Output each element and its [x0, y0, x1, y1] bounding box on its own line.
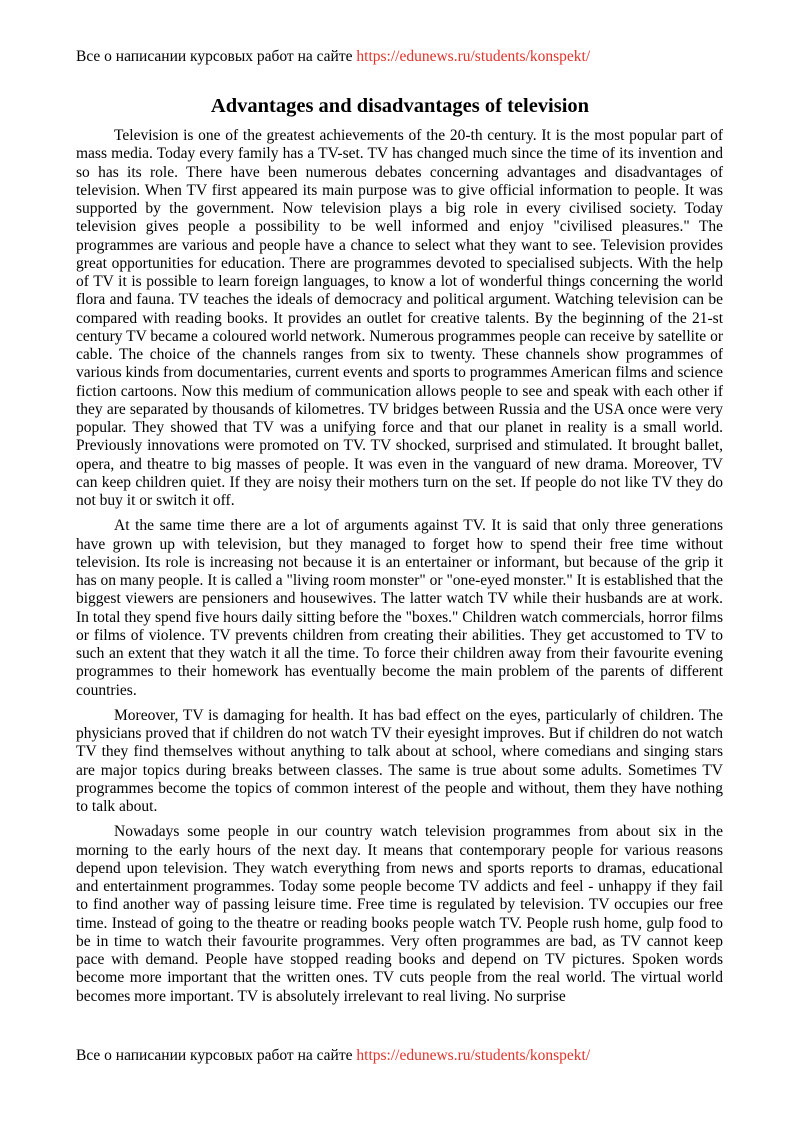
page-footer [76, 1046, 590, 1066]
paragraph: Nowadays some people in our country watch television programmes from about six in the morning to the early hours of the next day. It means that contemporary people for various reasons depend upon television. They watch everything from news and sports reports to dramas, educational and entertainment programmes. Today some people become TV addicts and feel - unhappy if they fail to find another way of passing leisure time. Free time is regulated by television. TV occupies our free time. Instead of going to the theatre or reading books people watch TV. People rush home, gulp food to be in time to watch their favourite programmes. Very often programmes are bad, as TV cannot keep pace with demand. People have stopped reading books and depend on TV pictures. Spoken words become more important that the written ones. TV cuts people from the real world. The virtual world becomes more important. TV is absolutely irrelevant to real living. No surprise [76, 823, 723, 1005]
paragraph: Moreover, TV is damaging for health. It has bad effect on the eyes, particularly of children. The physicians proved that if children do not watch TV their eyesight improves. But if children do not watch TV they find themselves without anything to talk about at school, where comedians and singing stars are major topics during breaks between classes. The same is true about some adults. Sometimes TV programmes become the topics of common interest of the people and without, them they have nothing to talk about. [76, 706, 723, 815]
footer-link[interactable]: https://edunews.ru/students/konspekt/ [356, 1047, 591, 1064]
document-body [76, 127, 723, 1013]
header-link[interactable]: https://edunews.ru/students/konspekt/ [356, 48, 591, 65]
document-title: Advantages and disadvantages of television [210, 95, 590, 117]
paragraph: At the same time there are a lot of arguments against TV. It is said that only three generations have grown up with television, but they managed to forget how to spend their free time without television. Its role is increasing not because it is an entertainer or informant, but because of the grip it has on many people. It is called a "living room monster" or "one-eyed monster." It is established that the biggest viewers are pensioners and housewives. The latter watch TV while their husbands are at work. In total they spend five hours daily sitting before the "boxes." Children watch commercials, horror films or films of violence. TV prevents children from creating their abilities. They get accustomed to TV to such an extent that they watch it all the time. To force their children away from their favourite evening programmes to their homework has eventually become the main problem of the parents of different countries. [76, 517, 723, 699]
header-text: Все о написании курсовых работ на сайте [76, 48, 357, 65]
page-header [76, 47, 590, 67]
footer-text: Все о написании курсовых работ на сайте [76, 1047, 357, 1064]
paragraph: Television is one of the greatest achievements of the 20-th century. It is the most popular part of mass media. Today every family has a TV-set. TV has changed much since the time of its invention and so has its role. There have been numerous debates concerning advantages and disadvantages of television. When TV first appeared its main purpose was to give official information to people. It was supported by the government. Now television plays a big role in every civilised society. Today television gives people a possibility to be well informed and enjoy "civilised pleasures." The programmes are various and people have a chance to select what they want to see. Television provides great opportunities for education. There are programmes devoted to specialised subjects. With the help of TV it is possible to learn foreign languages, to know a lot of wonderful things concerning the world flora and fauna. TV teaches the ideals of democracy and political argument. Watching television can be compared with reading books. It provides an outlet for creative talents. By the beginning of the 21-st century TV became a coloured world network. Numerous programmes people can receive by satellite or cable. The choice of the channels ranges from six to twenty. These channels show programmes of various kinds from documentaries, current events and sports to programmes American films and science fiction cartoons. Now this medium of communication allows people to see and speak with each other if they are separated by thousands of kilometres. TV bridges between Russia and the USA once were very popular. They showed that TV was a unifying force and that our planet in reality is a small world. Previously innovations were promoted on TV. TV shocked, surprised and stimulated. It brought ballet, opera, and theatre to big masses of people. It was even in the vanguard of new drama. Moreover, TV can keep children quiet. If they are noisy their mothers turn on the set. If people do not like TV they do not buy it or switch it off. [76, 127, 723, 509]
